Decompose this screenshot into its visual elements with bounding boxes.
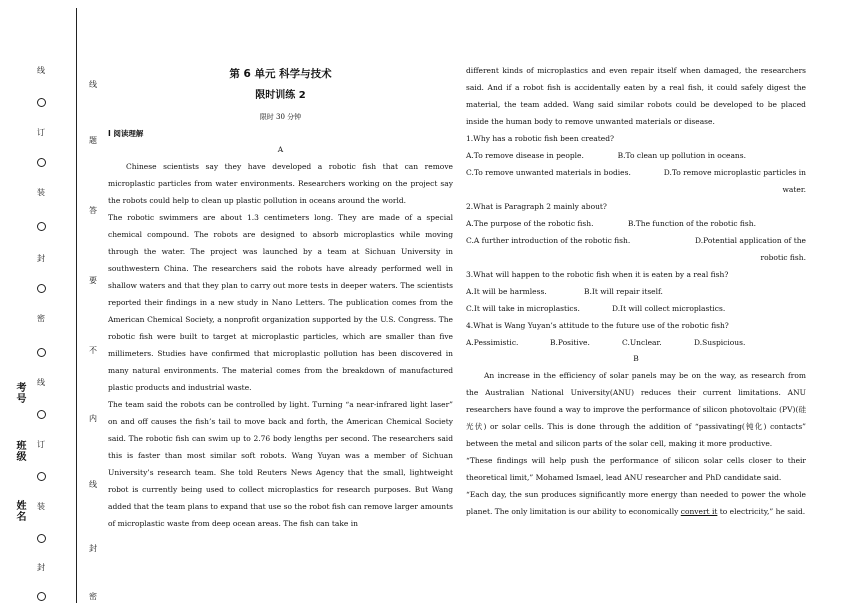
option-c[interactable]: C.A further introduction of the robotic fish.: [466, 236, 631, 245]
exam-number-label: 考号: [14, 382, 25, 404]
binding-mark: 线: [37, 378, 45, 387]
binding-mark: 订: [37, 440, 45, 449]
binding-circle: [37, 592, 46, 601]
passage-b-paragraph-2: “These findings will help push the performance of silicon solar cells closer to their theoretical limit,” Mohamed Ismael, lead ANU researcher and PhD candidate said.: [466, 456, 806, 482]
class-label: 班级: [14, 440, 25, 462]
binding-circle: [37, 534, 46, 543]
binding-mark: 内: [89, 414, 97, 423]
passage-a-paragraph-1: Chinese scientists say they have developed a robotic fish that can remove microplastic particles from water environments. Researchers working on the project say the robots could help to clean up plastic pollution in oceans around the world.: [108, 162, 453, 205]
binding-circle: [37, 472, 46, 481]
passage-b-text: “Each day, the sun produces significantly more energy than needed to power the whole planet. The only limitation is our ability to economically: [466, 490, 806, 516]
binding-mark: 密: [89, 592, 97, 601]
option-row: [466, 215, 806, 232]
unit-title: 第 6 单元 科学与技术: [229, 68, 332, 80]
passage-b-paragraph-3: [466, 486, 806, 520]
option-c[interactable]: C.It will take in microplastics.: [466, 304, 580, 313]
option-row: [466, 232, 806, 266]
binding-circle: [37, 284, 46, 293]
binding-mark: 封: [89, 544, 97, 553]
binding-mark: 密: [37, 314, 45, 323]
question-stem: 3.What will happen to the robotic fish when it is eaten by a real fish?: [466, 270, 729, 279]
option-d[interactable]: D.To remove microplastic particles in water.: [663, 168, 806, 194]
option-c[interactable]: C.Unclear.: [622, 338, 662, 347]
binding-mark: 线: [89, 480, 97, 489]
binding-line: [76, 8, 77, 603]
binding-mark: 要: [89, 276, 97, 285]
binding-mark: 订: [37, 128, 45, 137]
option-b[interactable]: B.The function of the robotic fish.: [627, 219, 756, 228]
question-3: [466, 266, 806, 317]
binding-mark: 装: [37, 502, 45, 511]
question-4: [466, 317, 806, 351]
name-label: 姓名: [14, 500, 25, 522]
option-d[interactable]: D.It will collect microplastics.: [612, 304, 726, 313]
option-a[interactable]: A.The purpose of the robotic fish.: [466, 219, 594, 228]
drill-title: 限时训练 2: [255, 90, 306, 101]
passage-a-continuation: different kinds of microplastics and even repair itself when damaged, the researchers said. And if a robot fish is accidentally eaten by a real fish, it could safely digest the material, the team added. Wang said similar robots could be developed to be placed inside the human body to remove unwanted materials or disease.: [466, 66, 806, 126]
passage-a-paragraph-3: The team said the robots can be controlled by light. Turning “a near-infrared light laser” on and off causes the fish’s tail to move back and forth, the American Chemical Society said. The robotic fish can swim up to 2.76 body lengths per second. The researchers said this is faster than most similar soft robots. Wang Yuyan was a member of Sichuan University’s research team. She told Reuters News Agency that the small, lightweight robot is currently being used to collect microplastics for research purposes. But Wang added that the team plans to expand that use so the robot fish can remove larger amounts of microplastic waste from deep ocean areas. The fish can take in: [108, 400, 453, 528]
question-stem: 2.What is Paragraph 2 mainly about?: [466, 202, 607, 211]
binding-mark: 线: [89, 80, 97, 89]
option-d[interactable]: D.Potential application of the robotic fish.: [695, 236, 806, 262]
underlined-phrase: convert it: [680, 507, 718, 516]
passage-b-text: to electricity,” he said.: [717, 507, 806, 516]
time-limit: 限时 30 分钟: [259, 113, 302, 121]
passage-a-label: A: [277, 145, 284, 154]
binding-circle: [37, 410, 46, 419]
binding-mark: 线: [37, 66, 45, 75]
passage-b-label: B: [633, 354, 639, 363]
question-stem: 1.Why has a robotic fish been created?: [466, 134, 615, 143]
passage-a-paragraph-2: The robotic swimmers are about 1.3 centimeters long. They are made of a special chemical compound. The robots are designed to absorb microplastics while moving through the water. The project was launched by a team at Sichuan University in southwestern China. The researchers said the robots have already performed well in shallow waters and that they plan to carry out more tests in deeper waters. The scientists reported their findings in a new study in Nano Letters. The publication comes from the American Chemical Society, a nonprofit organization supported by the U.S. Congress. The robotic fish were built to target at microplastic particles, which are smaller than five millimeters. Studies have confirmed that microplastic pollution has been discovered in many natural environments. The material comes from the breakdown of manufactured plastic products and industrial waste.: [108, 213, 453, 392]
binding-mark: 封: [37, 254, 45, 263]
passage-b-paragraph-1: An increase in the efficiency of solar panels may be on the way, as research from the Australian National University(ANU) reduces their current limitations. ANU researchers have found a way to improve the performance of silicon photovoltaic (PV)(硅光伏) or solar cells. This is done through the addition of “passivating(钝化) contacts” between the metal and silicon parts of the solar cell, making it more productive.: [466, 371, 806, 448]
option-b[interactable]: B.To clean up pollution in oceans.: [617, 151, 746, 160]
question-stem: 4.What is Wang Yuyan’s attitude to the future use of the robotic fish?: [466, 321, 729, 330]
option-a[interactable]: A.Pessimistic.: [466, 338, 519, 347]
question-1: [466, 130, 806, 198]
binding-circle: [37, 98, 46, 107]
option-row: [466, 147, 806, 164]
left-column: [108, 62, 453, 532]
option-row: [466, 334, 806, 351]
option-b[interactable]: B.It will repair itself.: [584, 287, 663, 296]
binding-circle: [37, 158, 46, 167]
question-2: [466, 198, 806, 266]
option-c[interactable]: C.To remove unwanted materials in bodies.: [466, 168, 631, 177]
binding-mark: 题: [89, 136, 97, 145]
option-d[interactable]: D.Suspicious.: [694, 338, 746, 347]
option-row: [466, 300, 806, 317]
binding-circle: [37, 222, 46, 231]
option-b[interactable]: B.Positive.: [550, 338, 590, 347]
binding-margin: [0, 0, 100, 608]
binding-mark: 封: [37, 563, 45, 572]
binding-mark: 不: [89, 346, 97, 355]
option-row: [466, 283, 806, 300]
right-column: [466, 62, 806, 520]
binding-mark: 答: [89, 206, 97, 215]
option-row: [466, 164, 806, 198]
binding-circle: [37, 348, 46, 357]
option-a[interactable]: A.It will be harmless.: [466, 287, 547, 296]
section-heading: Ⅰ 阅读理解: [108, 129, 144, 138]
option-a[interactable]: A.To remove disease in people.: [466, 151, 584, 160]
binding-mark: 装: [37, 188, 45, 197]
